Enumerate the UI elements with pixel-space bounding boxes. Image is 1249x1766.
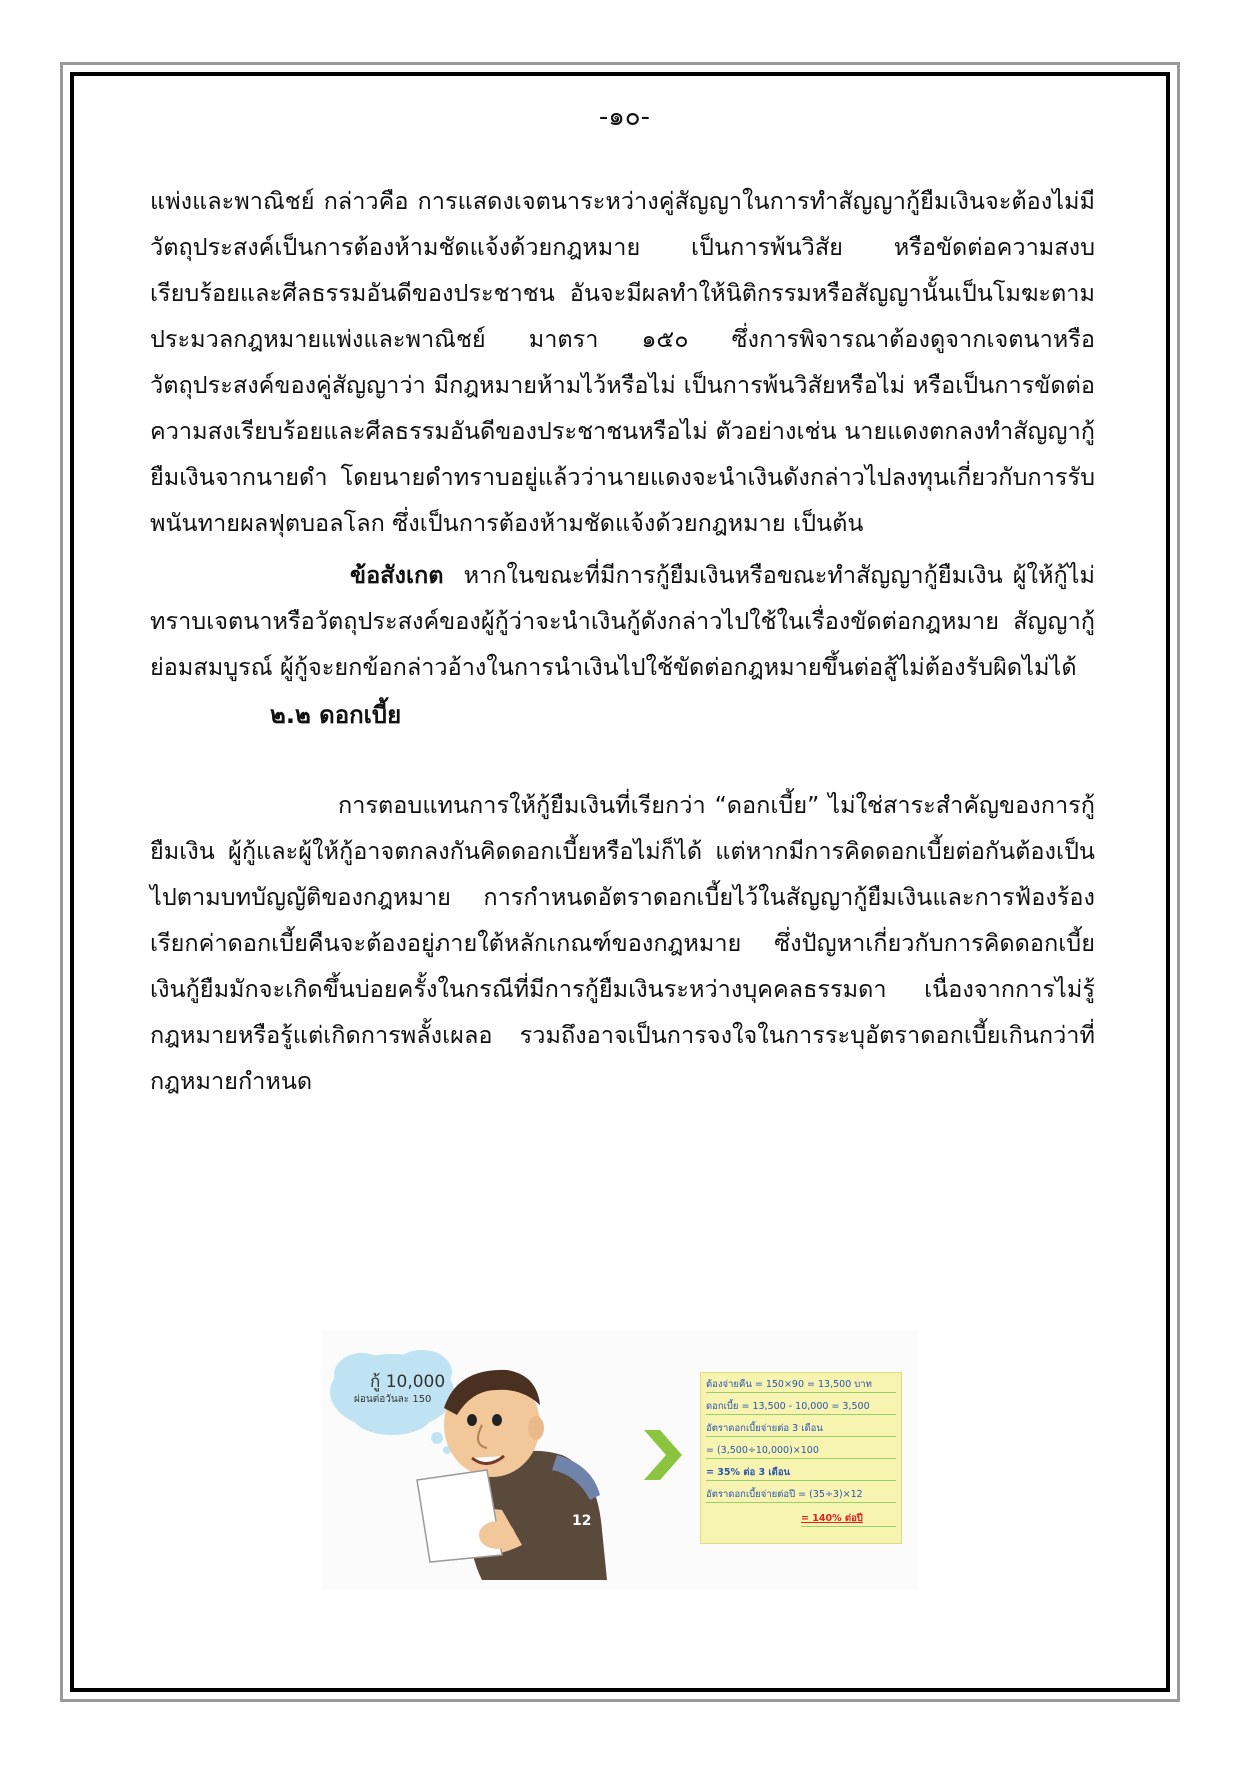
paragraph-3: การตอบแทนการให้กู้ยืมเงินที่เรียกว่า “ดอกเบี้ย” ไม่ใช่สาระสำคัญของการกู้ยืมเงิน ผู้กู้และผู้ให้กู้อาจตกลงกันคิดดอกเบี้ยหรือไม่ก็ได้ แต่หากมีการคิดดอกเบี้ยต่อกันต้องเป็นไปตามบทบัญญัติของกฎหมาย การกำหนดอัตราดอกเบี้ยไว้ในสัญญากู้ยืมเงินและการฟ้องร้องเรียกค่าดอกเบี้ยคืนจะต้องอยู่ภายใต้หลักเกณฑ์ของกฎหมาย ซึ่งปัญหาเกี่ยวกับการคิดดอกเบี้ยเงินกู้ยืมมักจะเกิดขึ้นบ่อยครั้งในกรณีที่มีการกู้ยืมเงินระหว่างบุคคลธรรมดา เนื่องจากการไม่รู้กฎหมายหรือรู้แต่เกิดการพลั้งเผลอ รวมถึงอาจเป็นการจงใจในการระบุอัตราดอกเบี้ยเกินกว่าที่กฎหมายกำหนด — [150, 791, 1095, 1095]
note-text: หากในขณะที่มีการกู้ยืมเงินหรือขณะทำสัญญากู้ยืมเงิน ผู้ให้กู้ไม่ทราบเจตนาหรือวัตถุประสงค์ของผู้กู้ว่าจะนำเงินกู้ดังกล่าวไปใช้ในเรื่องขัดต่อกฎหมาย สัญญากู้ย่อมสมบูรณ์ ผู้กู้จะยกข้อกล่าวอ้างในการนำเงินไปใช้ขัดต่อกฎหมายขึ้นต่อสู้ไม่ต้องรับผิดไม่ได้ — [150, 561, 1095, 681]
shirt-number: 12 — [572, 1513, 592, 1529]
formula-result-row — [801, 1511, 896, 1527]
cloud-payment-note: ผ่อนต่อวันละ 150 — [354, 1394, 432, 1405]
note-paragraph — [150, 552, 1095, 690]
paragraph-1: แพ่งและพาณิชย์ กล่าวคือ การแสดงเจตนาระหว่างคู่สัญญาในการทำสัญญากู้ยืมเงินจะต้องไม่มีวัตถุประสงค์เป็นการต้องห้ามชัดแจ้งด้วยกฎหมาย เป็นการพ้นวิสัย หรือขัดต่อความสงบเรียบร้อยและศีลธรรมอันดีของประชาชน อันจะมีผลทำให้นิติกรรมหรือสัญญานั้นเป็นโมฆะตามประมวลกฎหมายแพ่งและพาณิชย์ มาตรา ๑๕๐ ซึ่งการพิจารณาต้องดูจากเจตนาหรือวัตถุประสงค์ของคู่สัญญาว่า มีกฎหมายห้ามไว้หรือไม่ เป็นการพ้นวิสัยหรือไม่ หรือเป็นการขัดต่อความสงเรียบร้อยและศีลธรรมอันดีของประชาชนหรือไม่ ตัวอย่างเช่น นายแดงตกลงทำสัญญากู้ยืมเงินจากนายดำ โดยนายดำทราบอยู่แล้วว่านายแดงจะนำเงินดังกล่าวไปลงทุนเกี่ยวกับการรับพนันทายผลฟุตบอลโลก ซึ่งเป็นการต้องห้ามชัดแจ้งด้วยกฎหมาย เป็นต้น — [150, 187, 1095, 537]
formula-line-3: อัตราดอกเบี้ยจ่ายต่อ 3 เดือน — [706, 1421, 896, 1437]
formula-line-6: อัตราดอกเบี้ยจ่ายต่อปี = (35÷3)×12 — [706, 1487, 896, 1503]
formula-line-5: = 35% ต่อ 3 เดือน — [706, 1465, 896, 1481]
formula-line-1: ต้องจ่ายคืน = 150×90 = 13,500 บาท — [706, 1377, 896, 1393]
note-label: ข้อสังเกต — [350, 561, 444, 589]
document-body — [150, 178, 1095, 1104]
arrow-right-icon — [644, 1430, 682, 1480]
cloud-loan-amount: กู้ 10,000 — [370, 1372, 446, 1392]
formula-line-4: = (3,500÷10,000)×100 — [706, 1443, 896, 1459]
formula-line-2: ดอกเบี้ย = 13,500 - 10,000 = 3,500 — [706, 1399, 896, 1415]
page-number: -๑๐- — [598, 102, 651, 132]
section-heading: ๒.๒ ดอกเบี้ย — [270, 701, 402, 729]
interest-formula-box — [700, 1372, 902, 1544]
loan-illustration — [322, 1330, 918, 1590]
formula-result: = 140% ต่อปี — [801, 1513, 863, 1524]
